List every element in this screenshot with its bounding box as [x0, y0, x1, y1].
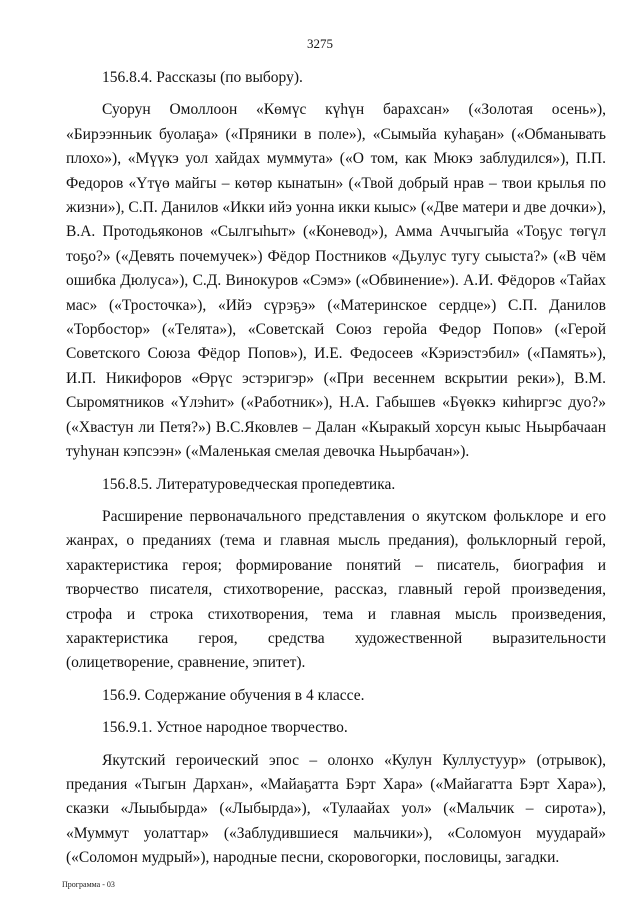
section-heading-156-9-1: 156.9.1. Устное народное творчество. [102, 719, 348, 737]
section-heading-156-9: 156.9. Содержание обучения в 4 классе. [102, 686, 365, 704]
paragraph-folk-art: Якутский героический эпос – олонхо «Кулун Куллустуур» (отрывок), предания «Тыгын Дархан», «Майаҕатта Бэрт Хара» («Майагатта Бэрт Хара»), сказки «Лыыбырда» («Лыбырда»), «Тулаайах уол» («Мальчик – сирота»), «Муммут уолаттар» («Заблудившиеся мальчики»), «Соломуон муударай» («Соломон мудрый»), народные песни, скоровогорки, пословицы, загадки. [66, 751, 606, 867]
paragraph-stories-list: Суорун Омоллоон «Көмүс күһүн барахсан» («Золотая осень»), «Бирээнньик буолаҕа» («Пряники в поле»), «Сымыйа куһаҕан» («Обманывать плохо»), «Мүүкэ уол хайдах муммута» («О том, как Мюкэ заблудился»), П.П. Федоров «Үтүө майгы – көтөр кынатын» («Твой добрый нрав – твои крылья по жизни»), С.П. Данилов «Икки ийэ уонна икки кыыс» («Две матери и две дочки»), В.А. Протодьяконов «Сылгыһыт» («Коневод»), Амма Аччыгыйа «Тоҕус төгүл тоҕо?» («Девять почемучек») Фёдор Постников «Дьулус тугу сыыста?» («В чём ошибка Дюлуса»), С.Д. Винокуров «Сэмэ» («Обвинение»). А.И. Фёдоров «Тайах мас» («Тросточка»), «Ийэ сүрэҕэ» («Материнское сердце») С.П. Данилов «Торбостор» («Телята»), «Советскай Союз геройа Федор Попов» («Герой Советского Союза Фёдор Попов»), И.Е. Федосеев «Кэриэстэбил» («Память»), И.П. Никифоров «Өрүс эстэригэр» («При весеннем вскрытии реки»), В.М. Сыромятников «Үлэһит» («Работник»), Н.А. Габышев «Бүөккэ киһиргэс дуо?» («Хвастун ли Петя?») В.С.Яковлев – Далан «Кыракый хорсун кыыс Ньырбачаан туһунан кэпсээн» («Маленькая смелая девочка Ньырбачан»). [66, 101, 606, 461]
section-heading-156-8-5: 156.8.5. Литературоведческая пропедевтика. [102, 475, 396, 493]
paragraph-literary-propaedeutics: Расширение первоначального представления о якутском фольклоре и его жанрах, о преданиях (тема и главная мысль предания), фольклорный герой, характеристика героя; формирование понятий – писатель, биография и творчество писателя, стихотворение, рассказ, главный герой произведения, строфа и строка стихотворения, тема и главная мысль произведения, характеристика героя, средства художественной выразительности (олицетворение, сравнение, эпитет). [66, 507, 606, 672]
document-body [66, 66, 606, 879]
section-heading-156-8-4: 156.8.4. Рассказы (по выбору). [102, 69, 303, 86]
page-number: 3275 [307, 36, 333, 51]
page-footer: Программа - 03 [62, 880, 115, 889]
